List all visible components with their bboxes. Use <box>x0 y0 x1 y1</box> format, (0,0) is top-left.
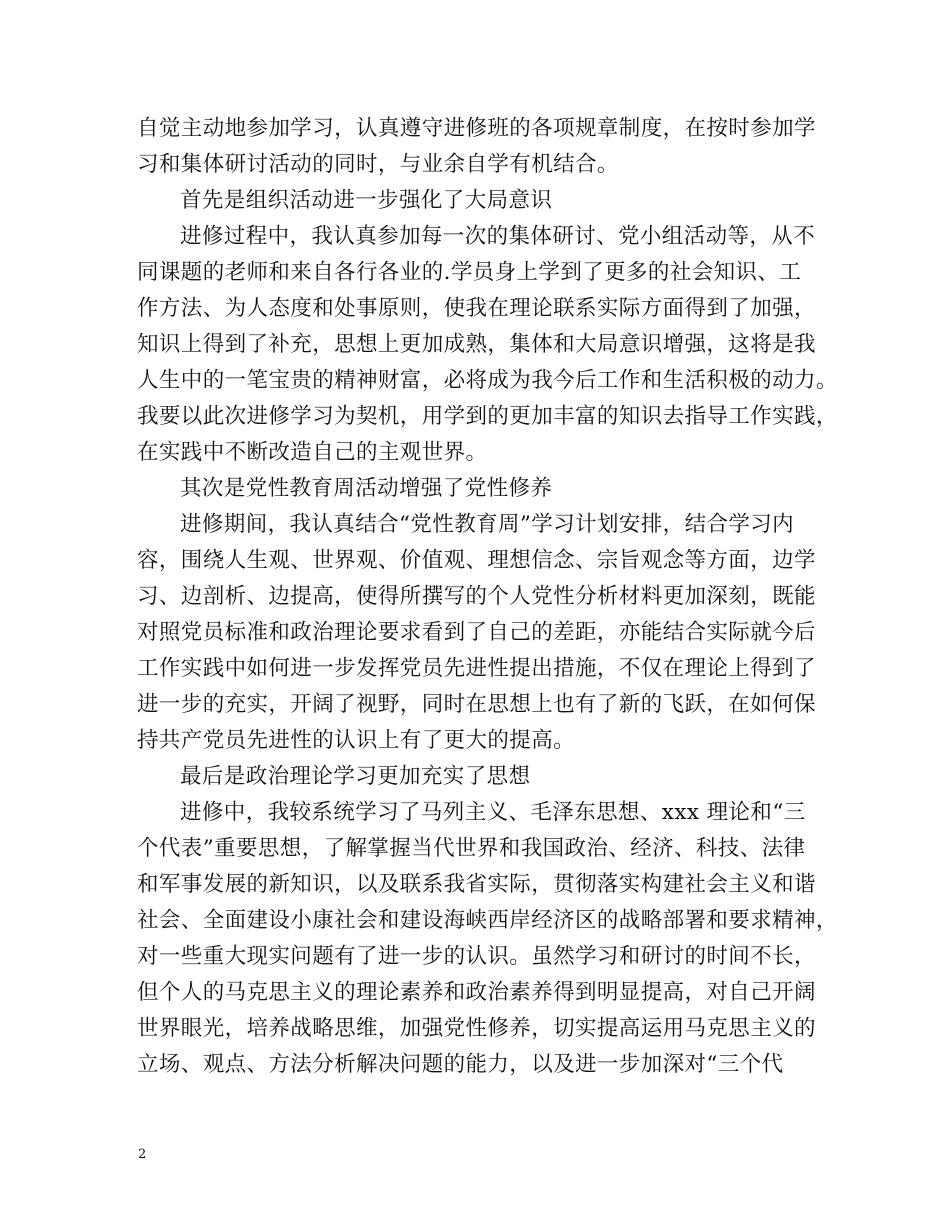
body-text-line: 但个人的马克思主义的理论素养和政治素养得到明显提高，对自己开阔 <box>137 980 816 1005</box>
body-text-line: 习、边剖析、边提高，使得所撰写的个人党性分析材料更加深刻，既能 <box>137 584 816 609</box>
body-text-line: 社会、全面建设小康社会和建设海峡西岸经济区的战略部署和要求精神， <box>137 908 838 933</box>
body-text-line: 对照党员标准和政治理论要求看到了自己的差距，亦能结合实际就今后 <box>137 620 816 645</box>
body-text-line: 立场、观点、方法分析解决问题的能力，以及进一步加深对“三个代 <box>137 1052 784 1077</box>
body-text-line: 个代表”重要思想，了解掌握当代世界和我国政治、经济、科技、法律 <box>137 836 806 861</box>
body-text-line: 进修期间，我认真结合“党性教育周”学习计划安排，结合学习内 <box>180 512 795 537</box>
body-text-line: 世界眼光，培养战略思维，加强党性修养，切实提高运用马克思主义的 <box>137 1016 816 1041</box>
section-heading: 其次是党性教育周活动增强了党性修养 <box>180 476 553 501</box>
body-text-line: 工作实践中如何进一步发挥党员先进性提出措施，不仅在理论上得到了 <box>137 656 816 681</box>
body-text-line: 和军事发展的新知识，以及联系我省实际，贯彻落实构建社会主义和谐 <box>137 872 816 897</box>
body-text-line: 进修过程中，我认真参加每一次的集体研讨、党小组活动等，从不 <box>180 224 816 249</box>
body-text-line: 进一步的充实，开阔了视野，同时在思想上也有了新的飞跃，在如何保 <box>137 692 816 717</box>
section-heading: 首先是组织活动进一步强化了大局意识 <box>180 188 553 213</box>
page-number: 2 <box>138 1147 147 1162</box>
body-text-line: 习和集体研讨活动的同时，与业余自学有机结合。 <box>137 152 619 177</box>
body-text-line: 容，围绕人生观、世界观、价值观、理想信念、宗旨观念等方面，边学 <box>137 548 816 573</box>
body-text-line: 知识上得到了补充，思想上更加成熟，集体和大局意识增强，这将是我 <box>137 332 816 357</box>
section-heading: 最后是政治理论学习更加充实了思想 <box>180 764 531 789</box>
body-text-line: 持共产党员先进性的认识上有了更大的提高。 <box>137 728 576 753</box>
body-text-line: 同课题的老师和来自各行各业的.学员身上学到了更多的社会知识、工 <box>137 260 802 285</box>
body-text-line: 我要以此次进修学习为契机，用学到的更加丰富的知识去指导工作实践， <box>137 404 838 429</box>
body-text-line: 作方法、为人态度和处事原则，使我在理论联系实际方面得到了加强， <box>137 296 816 321</box>
body-text-line: 人生中的一笔宝贵的精神财富，必将成为我今后工作和生活积极的动力。 <box>137 368 838 393</box>
body-text-line: 自觉主动地参加学习，认真遵守进修班的各项规章制度，在按时参加学 <box>137 116 816 141</box>
body-text-line: 对一些重大现实问题有了进一步的认识。虽然学习和研讨的时间不长， <box>137 944 816 969</box>
body-text-line: 进修中，我较系统学习了马列主义、毛泽东思想、xxx 理论和“三 <box>180 800 806 825</box>
body-text-line: 在实践中不断改造自己的主观世界。 <box>137 440 488 465</box>
